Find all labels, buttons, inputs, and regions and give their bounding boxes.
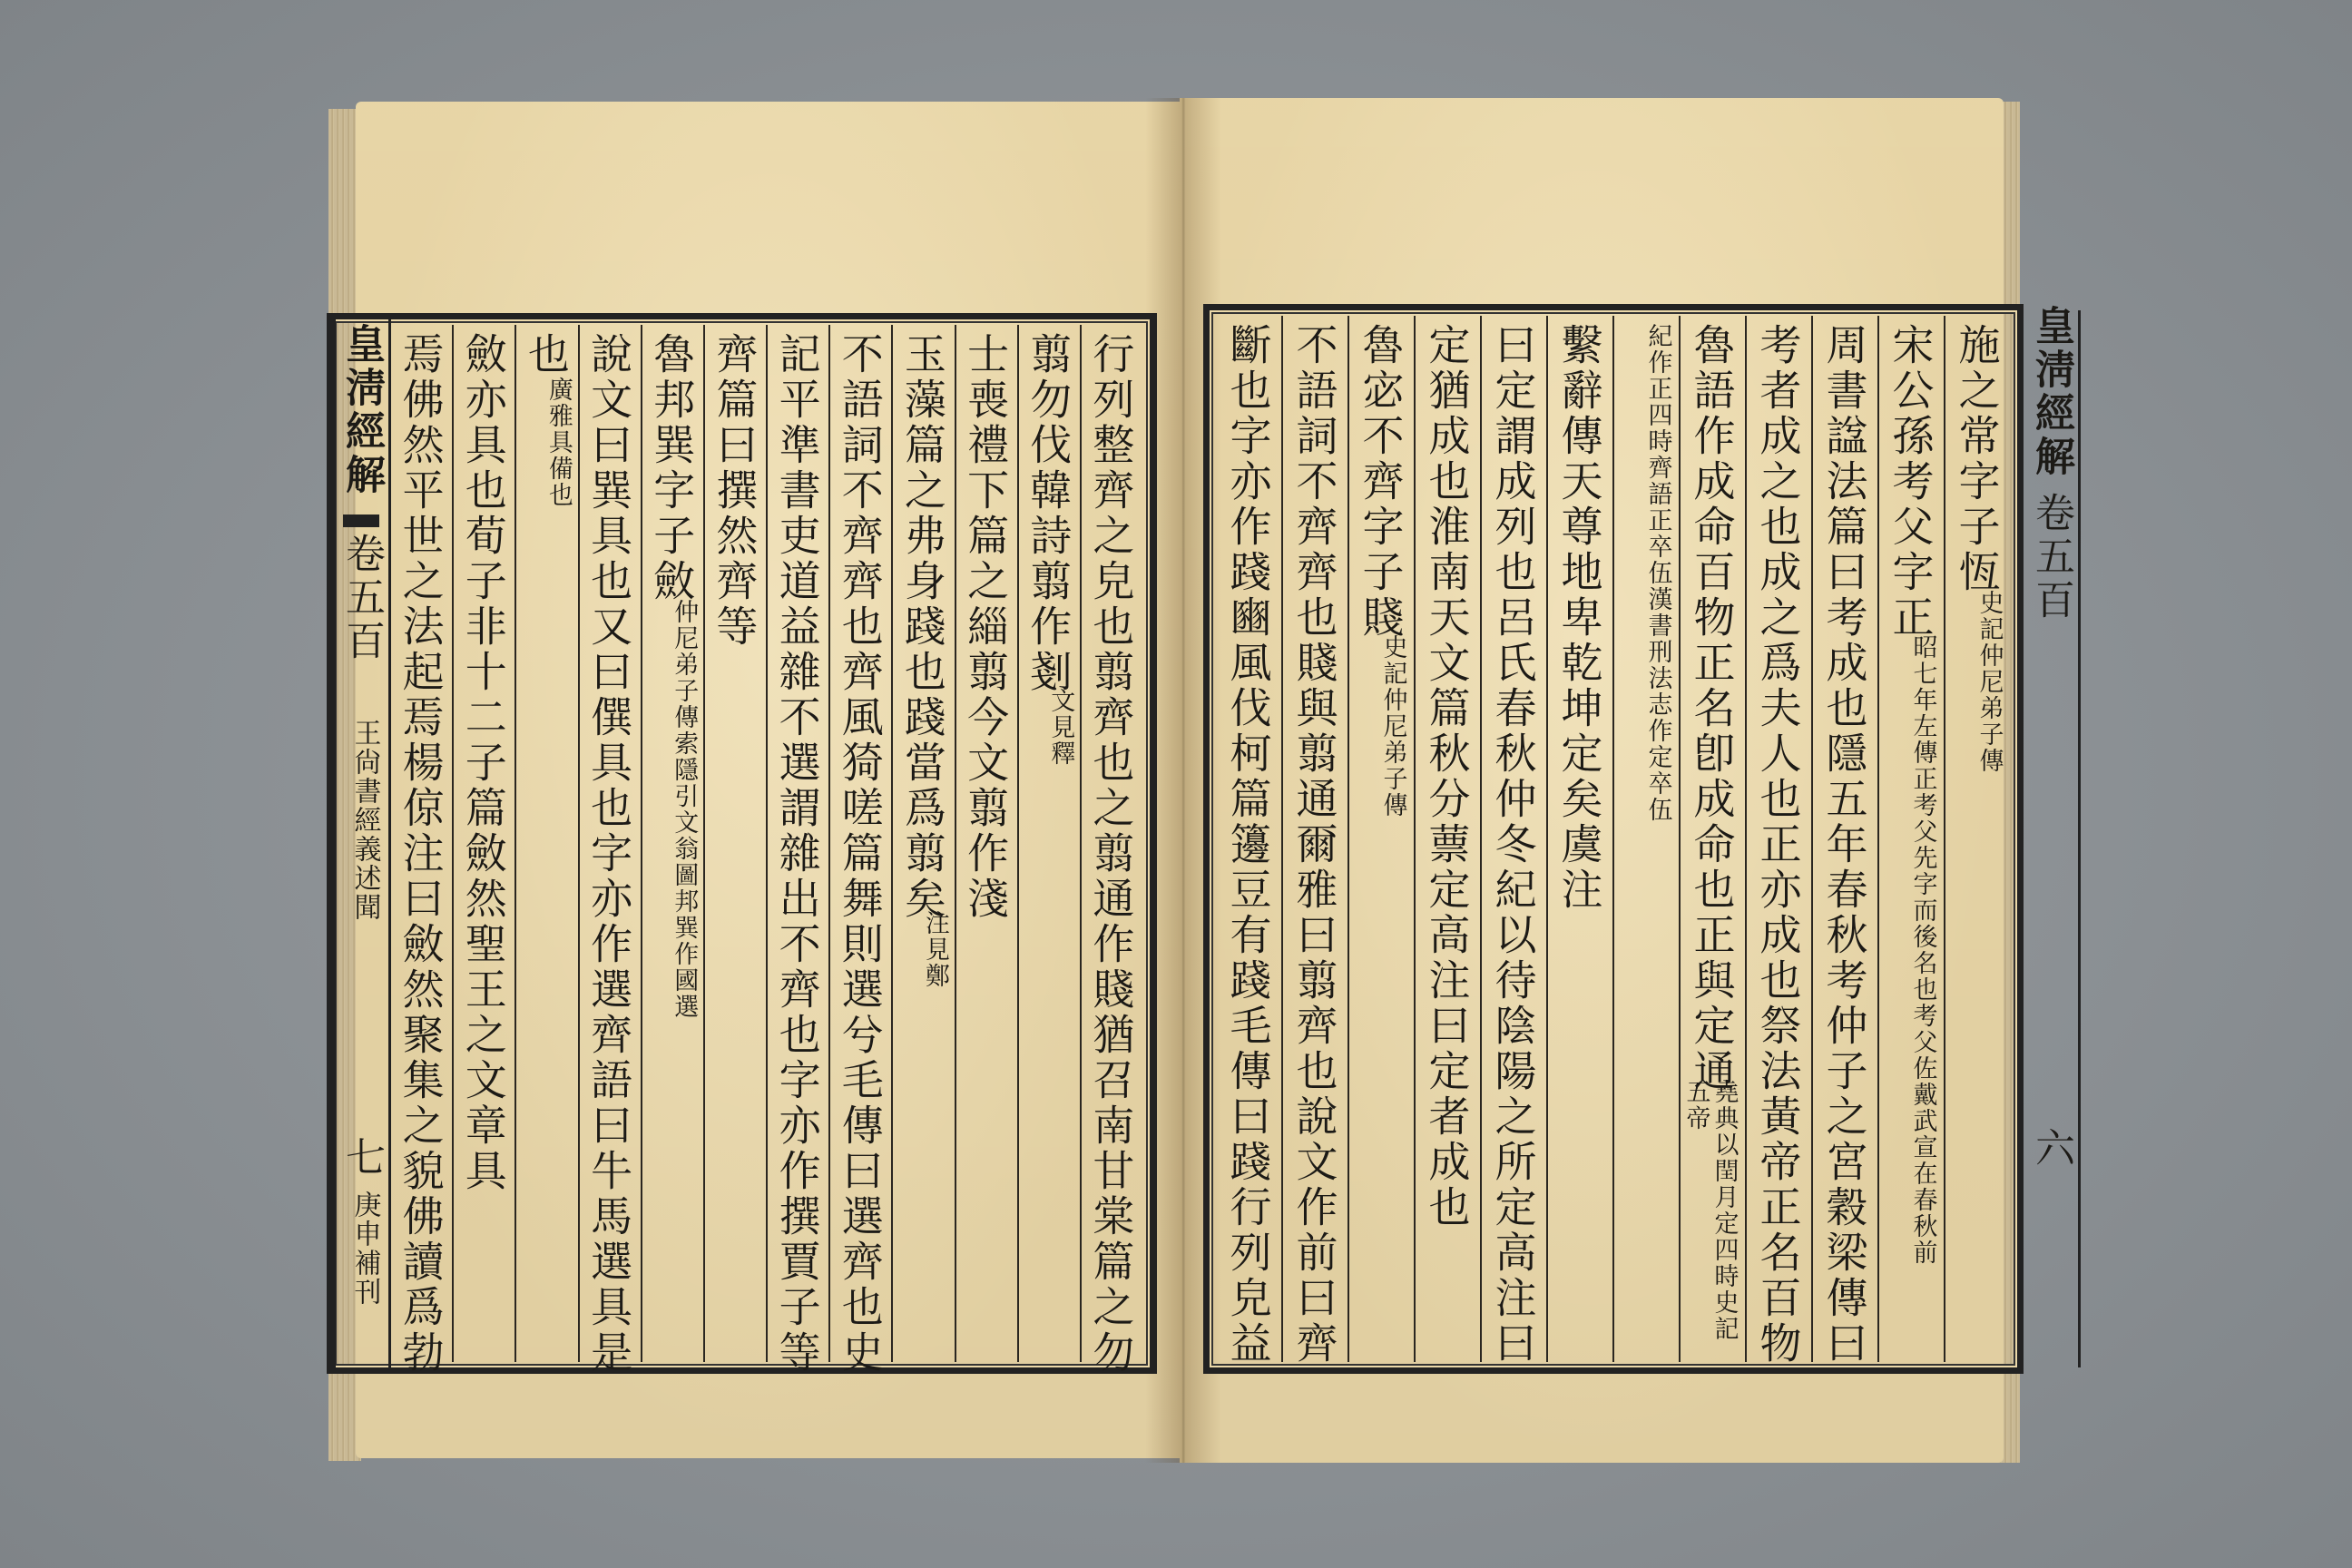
annotation-note: 注見鄭 xyxy=(920,910,949,989)
column-rule xyxy=(1944,316,1945,1362)
text-column: 魯語作成命百物正名卽成命也正與定通 xyxy=(1687,323,1737,1094)
column-rule xyxy=(1281,316,1283,1362)
text-column: 魯宓不齊字子賤 xyxy=(1356,323,1406,641)
column-rule xyxy=(828,325,830,1362)
text-column: 齊篇曰撰然齊等 xyxy=(710,332,760,650)
text-column: 翦勿伐韓詩翦作剗 xyxy=(1024,332,1073,695)
text-column: 繫辭傳天尊地卑乾坤定矣虞注 xyxy=(1554,323,1604,913)
column-rule xyxy=(1877,316,1879,1362)
column-rule xyxy=(1546,316,1548,1362)
column-rule xyxy=(891,325,893,1362)
column-rule xyxy=(1348,316,1349,1362)
column-rule xyxy=(1679,316,1681,1362)
column-rule xyxy=(1080,325,1082,1362)
left-banxin xyxy=(333,319,391,1367)
column-rule xyxy=(703,325,705,1362)
text-column: 玉藻篇之弗身踐也踐當爲翦矣 xyxy=(897,332,947,922)
text-column: 斂亦具也荀子非十二子篇斂然聖王之文章具 xyxy=(458,332,508,1194)
annotation-note: 史記仲尼弟子傳 xyxy=(1378,634,1407,818)
banxin-volume: 卷五百 xyxy=(338,533,385,663)
text-column: 不語詞不齊齊也賤與翦通爾雅曰翦齊也說文作前曰齊 xyxy=(1289,323,1339,1367)
column-rule xyxy=(1745,316,1747,1362)
text-column: 不語詞不齊齊也齊風猗嗟篇舞則選兮毛傳曰選齊也史 xyxy=(835,332,885,1376)
annotation-note: 廣雅具備也 xyxy=(544,377,573,508)
banxin-leaf-number: 七 xyxy=(338,1136,385,1180)
annotation-note: 文見釋 xyxy=(1046,688,1075,767)
column-rule xyxy=(1017,325,1019,1362)
text-column: 考者成之也成之爲夫人也正亦成也祭法黃帝正名百物 xyxy=(1753,323,1803,1367)
text-column: 宋公孫考父字正 xyxy=(1886,323,1936,641)
column-rule xyxy=(452,325,454,1362)
text-column: 說文曰巽具也又曰僎具也字亦作選齊語曰牛馬選具是 xyxy=(584,332,634,1376)
column-rule xyxy=(1480,316,1482,1362)
text-column: 焉佛然平世之法起焉楊倞注曰斂然聚集之貌佛讀爲勃 xyxy=(396,332,446,1376)
text-column: 行列整齊之皃也翦齊也之翦通作賤猶召南甘棠篇之勿 xyxy=(1086,332,1136,1376)
column-rule xyxy=(641,325,642,1362)
column-rule xyxy=(766,325,768,1362)
text-column: 施之常字子恆 xyxy=(1952,323,2002,595)
banxin-author: 王尙書經義述聞 xyxy=(348,719,381,922)
banxin-fishtail xyxy=(343,514,379,527)
column-rule xyxy=(578,325,580,1362)
annotation-note: 仲尼弟子傳索隱引文翁圖邦巽作國選 xyxy=(670,599,699,1020)
right-banxin xyxy=(2024,305,2081,1367)
banxin-title: 皇淸經解 xyxy=(338,323,385,497)
text-column: 周書諡法篇曰考成也隱五年春秋考仲子之宮穀梁傳曰 xyxy=(1819,323,1869,1367)
text-column: 曰定謂成列也呂氏春秋仲冬紀以待陰陽之所定高注曰 xyxy=(1488,323,1538,1367)
text-column: 斷也字亦作踐豳風伐柯篇籩豆有踐毛傳曰踐行列皃益 xyxy=(1223,323,1273,1367)
column-rule xyxy=(514,325,516,1362)
banxin-edition: 庚申補刊 xyxy=(348,1191,381,1307)
text-column: 定猶成也淮南天文篇秋分蔈定高注曰定者成也 xyxy=(1422,323,1472,1230)
column-rule xyxy=(1612,316,1614,1362)
text-column: 士喪禮下篇之緇翦今文翦作淺 xyxy=(961,332,1011,922)
column-rule xyxy=(1414,316,1416,1362)
banxin-leaf-number: 六 xyxy=(2028,1127,2074,1171)
text-column: 魯邦巽字子斂 xyxy=(647,332,697,604)
text-column: 記平準書吏道益雜不選謂雜出不齊也字亦作撰賈子等 xyxy=(772,332,822,1376)
column-rule xyxy=(955,325,956,1362)
annotation-note: 史記仲尼弟子傳 xyxy=(1975,590,2004,774)
left-page-frame xyxy=(327,313,1157,1374)
annotation-note: 昭七年左傳正考父先字而後名也考父佐戴武宣在春秋前 xyxy=(1908,634,1937,1266)
banxin-volume: 卷五百 xyxy=(2028,492,2074,622)
annotation-note: 紀作正四時齊語正卒伍漢書刑法志作定卒伍 xyxy=(1643,323,1672,823)
annotation-note: 堯典以閏月定四時史記五帝 xyxy=(1681,1079,1739,1342)
column-rule xyxy=(1811,316,1813,1362)
banxin-title: 皇淸經解 xyxy=(2028,305,2074,479)
right-page-frame xyxy=(1203,304,2074,1374)
text-column: 也 xyxy=(521,332,571,377)
